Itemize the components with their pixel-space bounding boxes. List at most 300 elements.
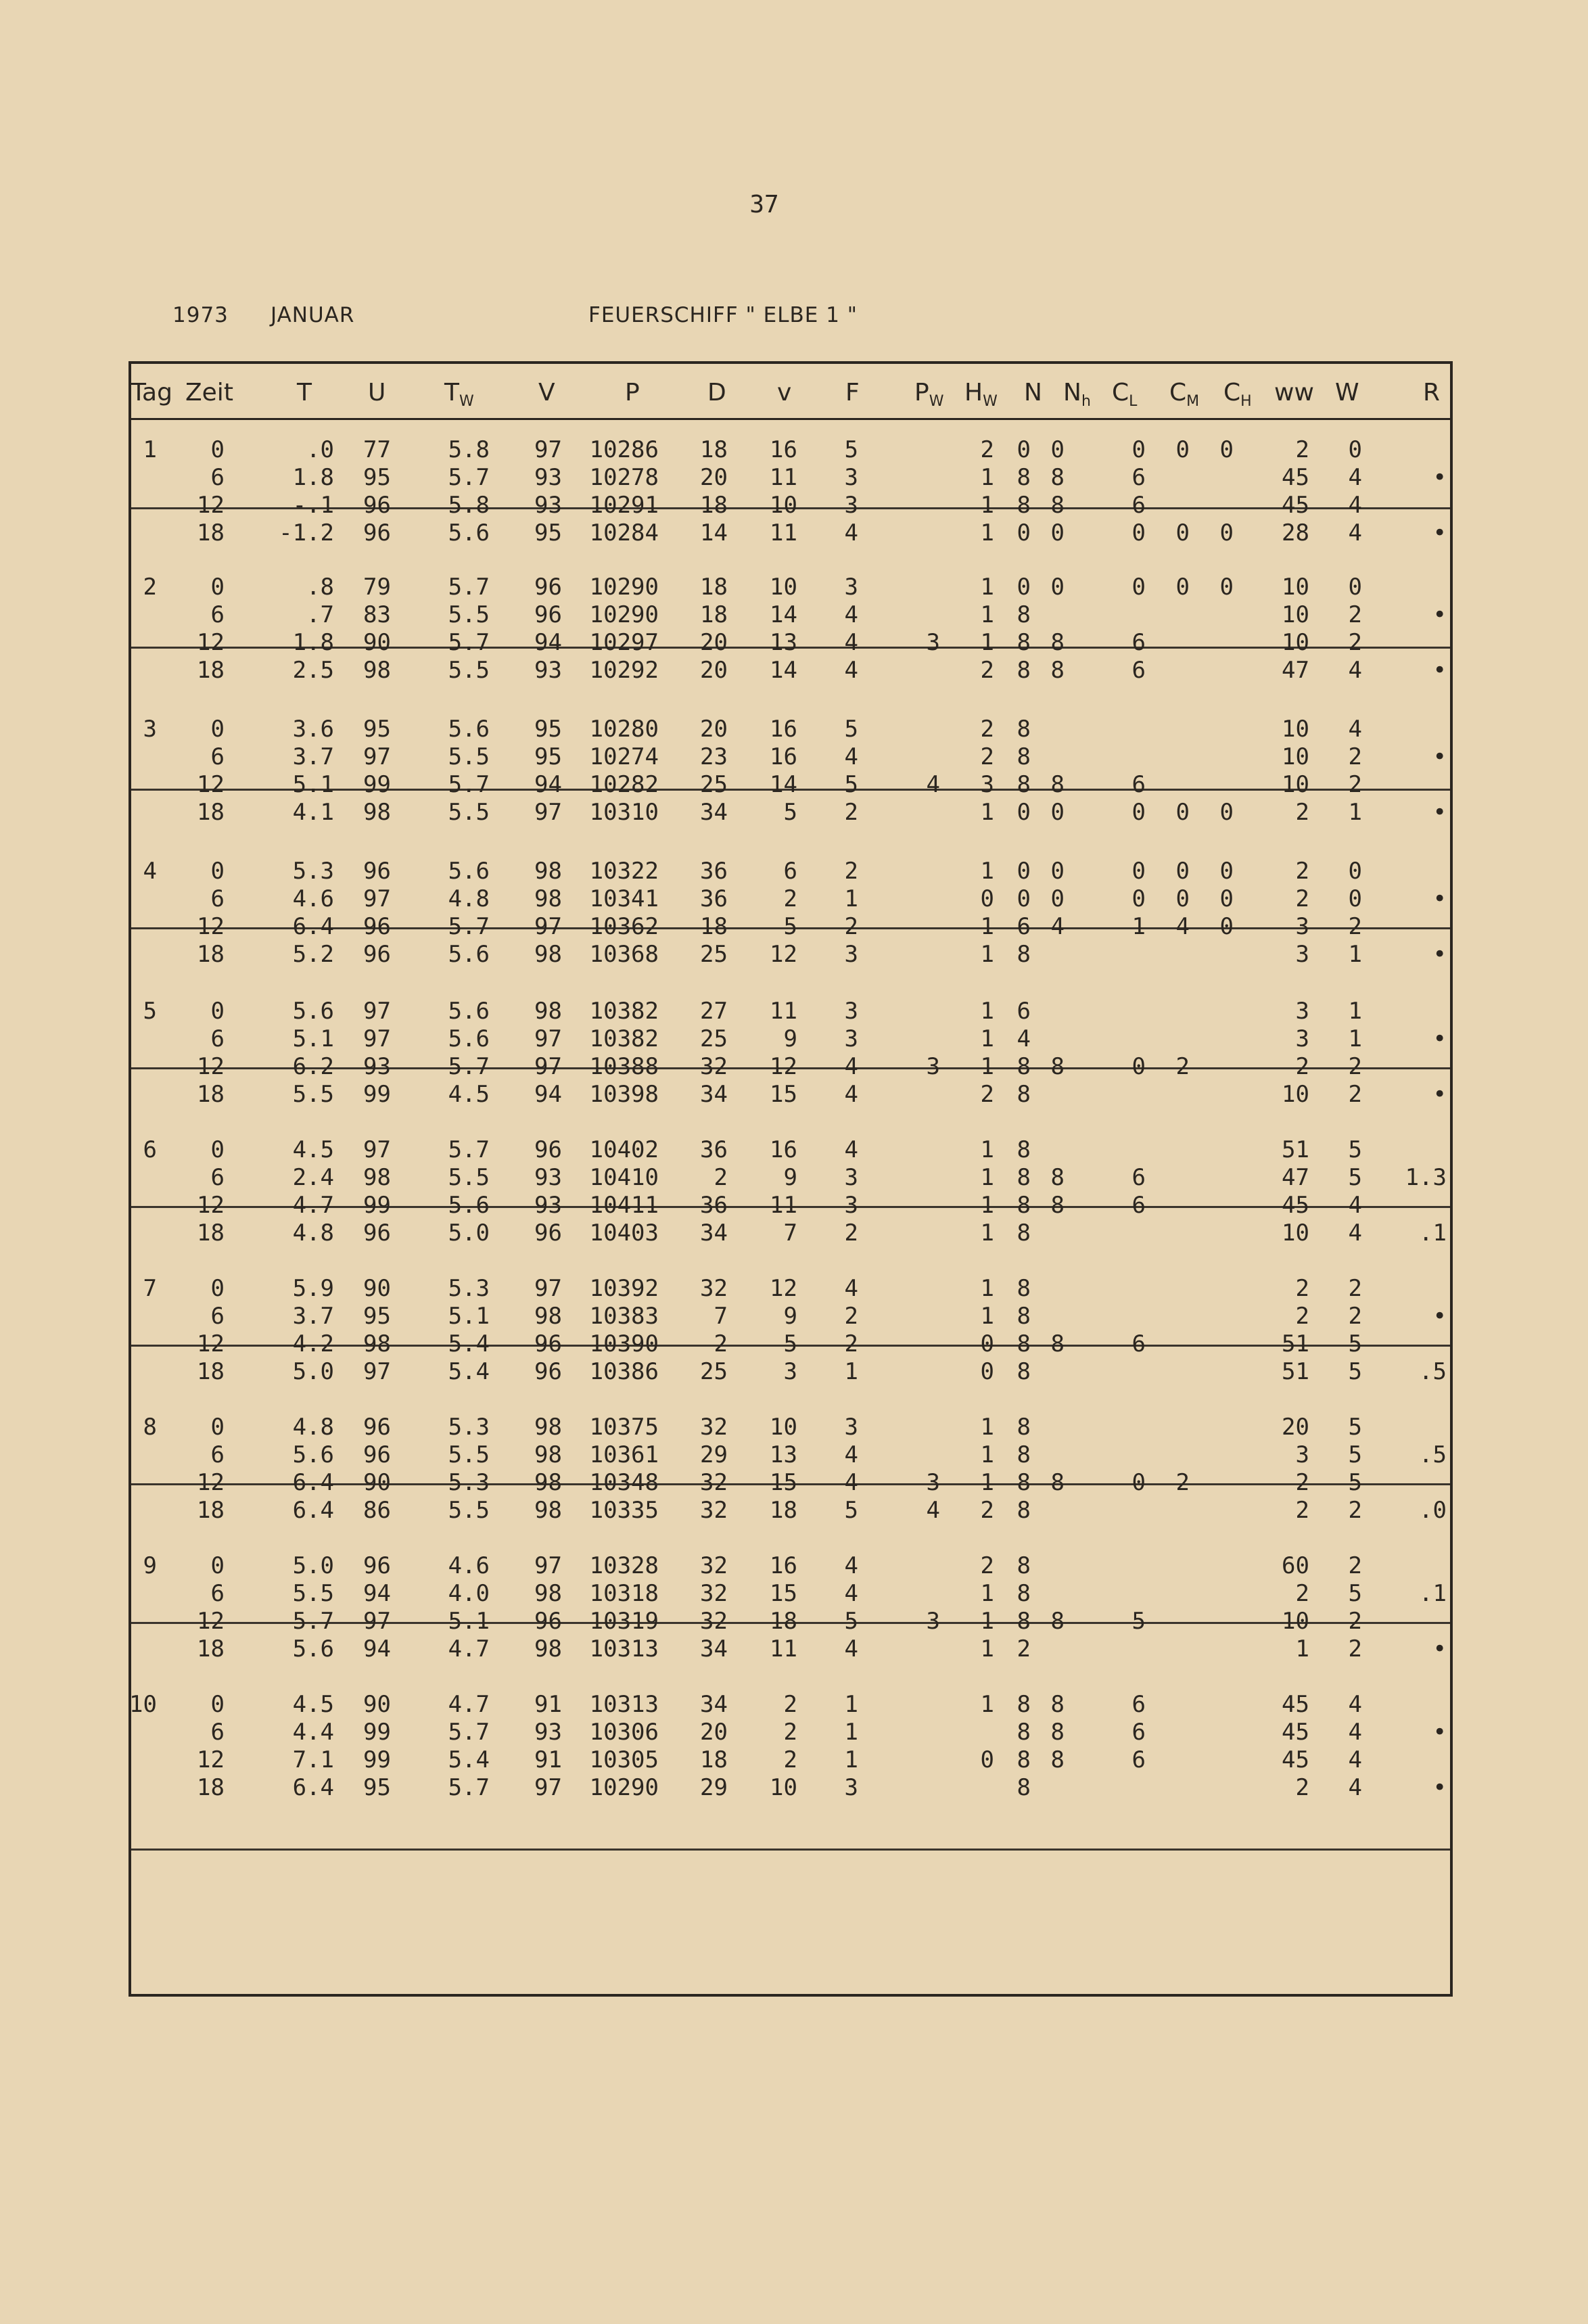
cell-cl: 0 <box>1131 1469 1146 1496</box>
cell-w: 1 <box>1348 941 1362 968</box>
cell-t: 5.0 <box>292 1552 334 1579</box>
cell-nh: 8 <box>1050 464 1065 491</box>
cell-p: 10410 <box>589 1164 659 1191</box>
header-month: JANUAR <box>271 303 355 327</box>
cell-d: 32 <box>700 1469 728 1496</box>
cell-v: 93 <box>534 657 562 684</box>
cell-hw: 1 <box>980 519 994 547</box>
cell-cl: 6 <box>1131 1192 1146 1219</box>
cell-ww: 2 <box>1295 1497 1309 1524</box>
cell-tw: 5.6 <box>448 858 490 885</box>
cell-vv: 9 <box>783 1025 797 1052</box>
cell-vv: 11 <box>770 519 797 547</box>
cell-w: 4 <box>1348 716 1362 743</box>
cell-f: 4 <box>844 1136 858 1163</box>
cell-p: 10328 <box>589 1552 659 1579</box>
cell-tw: 5.7 <box>448 1774 490 1801</box>
cell-tag: 4 <box>143 858 157 885</box>
cell-u: 97 <box>363 1025 391 1052</box>
col-tw-sub: W <box>459 393 474 410</box>
cell-vv: 18 <box>770 1608 797 1635</box>
cell-cl: 6 <box>1131 1746 1146 1773</box>
cell-f: 2 <box>844 1219 858 1247</box>
cell-pw: 3 <box>926 1053 940 1080</box>
cell-cl: 0 <box>1131 519 1146 547</box>
cell-n: 8 <box>1017 492 1031 519</box>
cell-r: • <box>1432 885 1447 912</box>
cell-f: 4 <box>844 601 858 628</box>
cell-zeit: 18 <box>197 519 225 547</box>
cell-ch: 0 <box>1219 799 1234 826</box>
cell-v: 95 <box>534 519 562 547</box>
cell-ww: 2 <box>1295 858 1309 885</box>
cell-u: 98 <box>363 799 391 826</box>
cell-hw: 1 <box>980 858 994 885</box>
cell-tw: 5.7 <box>448 1719 490 1746</box>
cell-nh: 8 <box>1050 657 1065 684</box>
cell-n: 8 <box>1017 1358 1031 1385</box>
cell-p: 10398 <box>589 1081 659 1108</box>
cell-n: 0 <box>1017 519 1031 547</box>
cell-w: 0 <box>1348 885 1362 912</box>
cell-t: 4.1 <box>292 799 334 826</box>
cell-vv: 16 <box>770 716 797 743</box>
cell-hw: 2 <box>980 743 994 770</box>
cell-tw: 5.6 <box>448 1025 490 1052</box>
cell-cl: 6 <box>1131 657 1146 684</box>
cell-t: 4.5 <box>292 1691 334 1718</box>
cell-d: 18 <box>700 601 728 628</box>
cell-u: 98 <box>363 1164 391 1191</box>
cell-hw: 2 <box>980 1081 994 1108</box>
cell-vv: 12 <box>770 1275 797 1302</box>
cell-v: 94 <box>534 629 562 656</box>
cell-hw: 2 <box>980 1552 994 1579</box>
cell-hw: 1 <box>980 1192 994 1219</box>
cell-nh: 8 <box>1050 1469 1065 1496</box>
cell-cl: 0 <box>1131 858 1146 885</box>
cell-zeit: 0 <box>210 1414 225 1441</box>
cell-v: 97 <box>534 436 562 463</box>
cell-vv: 10 <box>770 574 797 601</box>
cell-n: 8 <box>1017 1053 1031 1080</box>
cell-vv: 12 <box>770 1053 797 1080</box>
cell-p: 10411 <box>589 1192 659 1219</box>
cell-pw: 3 <box>926 1469 940 1496</box>
cell-u: 95 <box>363 716 391 743</box>
cell-cl: 0 <box>1131 885 1146 912</box>
cell-p: 10290 <box>589 1774 659 1801</box>
cell-ww: 3 <box>1295 913 1309 940</box>
cell-n: 8 <box>1017 464 1031 491</box>
cell-tw: 5.7 <box>448 574 490 601</box>
cell-d: 34 <box>700 1635 728 1663</box>
cell-hw: 1 <box>980 1635 994 1663</box>
cell-v: 96 <box>534 601 562 628</box>
cell-f: 3 <box>844 492 858 519</box>
cell-zeit: 0 <box>210 1552 225 1579</box>
cell-u: 97 <box>363 743 391 770</box>
cell-cm: 4 <box>1175 913 1190 940</box>
cell-hw: 1 <box>980 492 994 519</box>
cell-ch: 0 <box>1219 885 1234 912</box>
cell-n: 6 <box>1017 913 1031 940</box>
cell-hw: 2 <box>980 657 994 684</box>
cell-hw: 2 <box>980 1497 994 1524</box>
col-vv: v <box>777 379 792 406</box>
cell-n: 8 <box>1017 1719 1031 1746</box>
cell-w: 2 <box>1348 771 1362 798</box>
cell-ww: 2 <box>1295 1580 1309 1607</box>
col-cm-main: C <box>1169 379 1187 406</box>
cell-n: 8 <box>1017 1469 1031 1496</box>
cell-r: .1 <box>1419 1580 1447 1607</box>
cell-cm: 0 <box>1175 436 1190 463</box>
cell-u: 95 <box>363 464 391 491</box>
cell-t: 5.5 <box>292 1081 334 1108</box>
cell-vv: 3 <box>783 1358 797 1385</box>
cell-p: 10274 <box>589 743 659 770</box>
cell-n: 8 <box>1017 1552 1031 1579</box>
cell-n: 8 <box>1017 1275 1031 1302</box>
cell-n: 8 <box>1017 1303 1031 1330</box>
cell-ch: 0 <box>1219 519 1234 547</box>
cell-tw: 5.5 <box>448 1497 490 1524</box>
cell-vv: 7 <box>783 1219 797 1247</box>
cell-r: .5 <box>1419 1358 1447 1385</box>
col-ch-sub: H <box>1240 393 1252 410</box>
cell-n: 8 <box>1017 1081 1031 1108</box>
cell-tw: 5.6 <box>448 1192 490 1219</box>
cell-hw: 0 <box>980 885 994 912</box>
cell-zeit: 0 <box>210 436 225 463</box>
col-v: V <box>538 379 555 406</box>
cell-hw: 1 <box>980 799 994 826</box>
cell-n: 0 <box>1017 885 1031 912</box>
cell-tw: 5.6 <box>448 716 490 743</box>
cell-vv: 9 <box>783 1303 797 1330</box>
cell-hw: 0 <box>980 1330 994 1357</box>
cell-ww: 45 <box>1282 1746 1309 1773</box>
cell-w: 0 <box>1348 436 1362 463</box>
cell-d: 34 <box>700 1691 728 1718</box>
cell-nh: 0 <box>1050 519 1065 547</box>
col-w: W <box>1335 379 1359 406</box>
cell-cl: 0 <box>1131 574 1146 601</box>
cell-d: 25 <box>700 1025 728 1052</box>
cell-n: 0 <box>1017 858 1031 885</box>
cell-r: • <box>1432 799 1447 826</box>
cell-p: 10282 <box>589 771 659 798</box>
cell-p: 10388 <box>589 1053 659 1080</box>
cell-zeit: 6 <box>210 601 225 628</box>
cell-w: 5 <box>1348 1441 1362 1468</box>
cell-cl: 0 <box>1131 1053 1146 1080</box>
header-ship-name: FEUERSCHIFF " ELBE 1 " <box>588 303 858 327</box>
cell-u: 90 <box>363 629 391 656</box>
cell-f: 4 <box>844 1081 858 1108</box>
cell-d: 2 <box>714 1330 728 1357</box>
col-cl <box>1112 379 1138 410</box>
cell-p: 10286 <box>589 436 659 463</box>
cell-zeit: 0 <box>210 1275 225 1302</box>
cell-tag: 2 <box>143 574 157 601</box>
cell-ww: 10 <box>1282 743 1309 770</box>
cell-p: 10361 <box>589 1441 659 1468</box>
cell-f: 4 <box>844 1469 858 1496</box>
cell-ww: 3 <box>1295 941 1309 968</box>
cell-v: 93 <box>534 1192 562 1219</box>
cell-r: .0 <box>1419 1497 1447 1524</box>
cell-ww: 45 <box>1282 1691 1309 1718</box>
cell-vv: 15 <box>770 1469 797 1496</box>
cell-pw: 4 <box>926 771 940 798</box>
cell-ww: 10 <box>1282 716 1309 743</box>
cell-ww: 51 <box>1282 1330 1309 1357</box>
cell-tw: 5.4 <box>448 1358 490 1385</box>
cell-w: 2 <box>1348 743 1362 770</box>
cell-zeit: 12 <box>197 1746 225 1773</box>
cell-r: .1 <box>1419 1219 1447 1247</box>
cell-v: 97 <box>534 1275 562 1302</box>
cell-zeit: 6 <box>210 1441 225 1468</box>
cell-p: 10313 <box>589 1691 659 1718</box>
cell-p: 10386 <box>589 1358 659 1385</box>
cell-u: 79 <box>363 574 391 601</box>
cell-zeit: 6 <box>210 1164 225 1191</box>
cell-zeit: 6 <box>210 885 225 912</box>
cell-u: 96 <box>363 858 391 885</box>
cell-d: 36 <box>700 1192 728 1219</box>
cell-vv: 9 <box>783 1164 797 1191</box>
cell-tw: 5.6 <box>448 998 490 1025</box>
cell-f: 3 <box>844 1025 858 1052</box>
cell-p: 10284 <box>589 519 659 547</box>
cell-hw: 0 <box>980 1358 994 1385</box>
cell-tw: 5.6 <box>448 941 490 968</box>
cell-t: 7.1 <box>292 1746 334 1773</box>
cell-ww: 10 <box>1282 1219 1309 1247</box>
cell-nh: 0 <box>1050 436 1065 463</box>
cell-cl: 0 <box>1131 436 1146 463</box>
cell-p: 10390 <box>589 1330 659 1357</box>
cell-v: 98 <box>534 1469 562 1496</box>
cell-v: 97 <box>534 1552 562 1579</box>
cell-t: 2.4 <box>292 1164 334 1191</box>
cell-d: 32 <box>700 1580 728 1607</box>
cell-zeit: 6 <box>210 1025 225 1052</box>
cell-p: 10310 <box>589 799 659 826</box>
cell-t: 4.7 <box>292 1192 334 1219</box>
cell-tw: 5.6 <box>448 519 490 547</box>
cell-ww: 51 <box>1282 1358 1309 1385</box>
cell-t: 6.4 <box>292 1774 334 1801</box>
col-nh-sub: h <box>1081 393 1091 410</box>
col-pw <box>914 379 944 410</box>
cell-cl: 6 <box>1131 464 1146 491</box>
cell-vv: 14 <box>770 657 797 684</box>
cell-zeit: 12 <box>197 629 225 656</box>
cell-t: .0 <box>306 436 334 463</box>
cell-zeit: 18 <box>197 1774 225 1801</box>
cell-d: 36 <box>700 885 728 912</box>
cell-d: 32 <box>700 1053 728 1080</box>
cell-d: 29 <box>700 1774 728 1801</box>
cell-nh: 8 <box>1050 629 1065 656</box>
cell-f: 3 <box>844 1192 858 1219</box>
cell-d: 32 <box>700 1608 728 1635</box>
cell-d: 25 <box>700 771 728 798</box>
cell-d: 7 <box>714 1303 728 1330</box>
cell-w: 2 <box>1348 1275 1362 1302</box>
group-separator <box>131 1849 1450 1851</box>
cell-f: 4 <box>844 1552 858 1579</box>
col-cl-main: C <box>1112 379 1129 406</box>
cell-u: 94 <box>363 1580 391 1607</box>
cell-tag: 10 <box>129 1691 157 1718</box>
cell-vv: 15 <box>770 1081 797 1108</box>
cell-n: 8 <box>1017 1414 1031 1441</box>
cell-u: 99 <box>363 1746 391 1773</box>
cell-n: 0 <box>1017 574 1031 601</box>
cell-t: 3.7 <box>292 743 334 770</box>
cell-v: 94 <box>534 1081 562 1108</box>
cell-nh: 8 <box>1050 1691 1065 1718</box>
cell-t: 5.9 <box>292 1275 334 1302</box>
cell-d: 20 <box>700 657 728 684</box>
cell-w: 2 <box>1348 1635 1362 1663</box>
cell-ww: 47 <box>1282 1164 1309 1191</box>
col-cm-sub: M <box>1186 393 1200 410</box>
cell-tw: 4.0 <box>448 1580 490 1607</box>
cell-p: 10382 <box>589 998 659 1025</box>
cell-v: 95 <box>534 716 562 743</box>
cell-vv: 2 <box>783 1691 797 1718</box>
cell-hw: 1 <box>980 1303 994 1330</box>
cell-vv: 5 <box>783 1330 797 1357</box>
cell-p: 10319 <box>589 1608 659 1635</box>
cell-zeit: 18 <box>197 657 225 684</box>
cell-t: 5.1 <box>292 1025 334 1052</box>
cell-cl: 5 <box>1131 1608 1146 1635</box>
cell-zeit: 6 <box>210 464 225 491</box>
cell-hw: 1 <box>980 1136 994 1163</box>
cell-w: 2 <box>1348 1608 1362 1635</box>
cell-nh: 8 <box>1050 1608 1065 1635</box>
cell-vv: 11 <box>770 464 797 491</box>
cell-ww: 60 <box>1282 1552 1309 1579</box>
cell-u: 94 <box>363 1635 391 1663</box>
cell-d: 20 <box>700 1719 728 1746</box>
cell-r: • <box>1432 743 1447 770</box>
cell-n: 8 <box>1017 1774 1031 1801</box>
cell-d: 25 <box>700 941 728 968</box>
cell-v: 94 <box>534 771 562 798</box>
cell-v: 97 <box>534 1025 562 1052</box>
cell-t: 1.8 <box>292 629 334 656</box>
cell-hw: 2 <box>980 436 994 463</box>
cell-v: 93 <box>534 464 562 491</box>
cell-hw: 1 <box>980 1219 994 1247</box>
col-d: D <box>707 379 726 406</box>
cell-v: 97 <box>534 1774 562 1801</box>
cell-w: 5 <box>1348 1330 1362 1357</box>
cell-nh: 8 <box>1050 492 1065 519</box>
cell-hw: 1 <box>980 913 994 940</box>
cell-t: 6.4 <box>292 913 334 940</box>
cell-ww: 10 <box>1282 601 1309 628</box>
cell-zeit: 12 <box>197 913 225 940</box>
cell-zeit: 18 <box>197 1358 225 1385</box>
cell-zeit: 18 <box>197 1635 225 1663</box>
cell-d: 27 <box>700 998 728 1025</box>
col-tw <box>444 379 474 410</box>
cell-zeit: 0 <box>210 998 225 1025</box>
column-header-row <box>131 364 1450 420</box>
cell-tag: 5 <box>143 998 157 1025</box>
cell-tw: 5.4 <box>448 1330 490 1357</box>
cell-vv: 2 <box>783 1719 797 1746</box>
cell-hw: 1 <box>980 998 994 1025</box>
cell-tw: 5.8 <box>448 492 490 519</box>
cell-w: 5 <box>1348 1136 1362 1163</box>
cell-v: 93 <box>534 492 562 519</box>
cell-v: 98 <box>534 858 562 885</box>
cell-w: 2 <box>1348 1552 1362 1579</box>
cell-f: 4 <box>844 1053 858 1080</box>
cell-cm: 0 <box>1175 885 1190 912</box>
cell-t: 3.7 <box>292 1303 334 1330</box>
cell-tw: 5.5 <box>448 1164 490 1191</box>
cell-tw: 4.7 <box>448 1691 490 1718</box>
cell-n: 6 <box>1017 998 1031 1025</box>
cell-tw: 5.8 <box>448 436 490 463</box>
cell-vv: 5 <box>783 799 797 826</box>
cell-w: 4 <box>1348 1774 1362 1801</box>
cell-tw: 4.8 <box>448 885 490 912</box>
cell-d: 34 <box>700 1219 728 1247</box>
cell-hw: 1 <box>980 1025 994 1052</box>
cell-ww: 51 <box>1282 1136 1309 1163</box>
cell-w: 5 <box>1348 1414 1362 1441</box>
cell-p: 10306 <box>589 1719 659 1746</box>
cell-ww: 10 <box>1282 574 1309 601</box>
cell-t: -.1 <box>292 492 334 519</box>
cell-f: 4 <box>844 519 858 547</box>
cell-nh: 8 <box>1050 1053 1065 1080</box>
cell-d: 36 <box>700 858 728 885</box>
cell-r: • <box>1432 1025 1447 1052</box>
cell-f: 3 <box>844 574 858 601</box>
cell-n: 8 <box>1017 1136 1031 1163</box>
cell-hw: 1 <box>980 574 994 601</box>
cell-w: 5 <box>1348 1358 1362 1385</box>
cell-p: 10291 <box>589 492 659 519</box>
cell-f: 4 <box>844 1580 858 1607</box>
cell-f: 5 <box>844 716 858 743</box>
cell-cl: 0 <box>1131 799 1146 826</box>
cell-hw: 1 <box>980 1441 994 1468</box>
cell-hw: 1 <box>980 941 994 968</box>
cell-f: 1 <box>844 1691 858 1718</box>
cell-d: 18 <box>700 574 728 601</box>
cell-v: 97 <box>534 913 562 940</box>
cell-f: 4 <box>844 1275 858 1302</box>
col-hw-main: H <box>964 379 983 406</box>
cell-r: • <box>1432 657 1447 684</box>
cell-f: 3 <box>844 941 858 968</box>
cell-p: 10297 <box>589 629 659 656</box>
